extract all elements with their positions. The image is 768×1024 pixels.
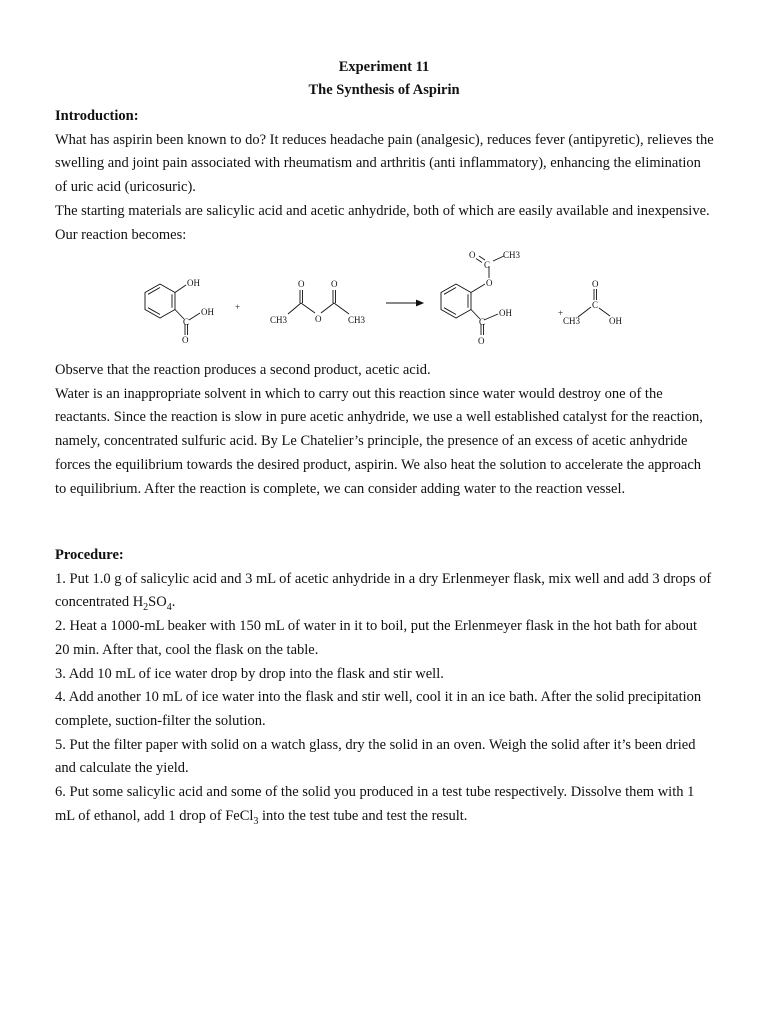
reaction-scheme — [120, 244, 660, 348]
acetic-oh-label: OH — [609, 316, 622, 326]
step-1-text-b: SO — [148, 594, 167, 611]
plus-sign-1: + — [235, 302, 241, 312]
introduction-paragraph-1: What has aspirin been known to do? It reduces headache pain (analgesic), reduces fever (antipyretic), relieves the swelling and joint pain associated with rheumatism and arthritis (anti inflammatory), enhancing the elimination of uric acid (uricosuric). — [55, 131, 714, 196]
aspirin-oh-label: OH — [499, 308, 512, 318]
procedure-step-4: 4. Add another 10 mL of ice water into the flask and stir well, cool it in an ice bath. After the solid precipitation complete, suction-filter the solution. — [55, 689, 702, 729]
procedure-section — [55, 544, 715, 828]
salicylic-acid-structure — [145, 284, 200, 335]
procedure-step-3: 3. Add 10 mL of ice water drop by drop into the flask and stir well. — [55, 665, 444, 682]
experiment-number: Experiment 11 — [338, 59, 430, 75]
aspirin-structure — [441, 256, 504, 335]
salicylic-c-label: C — [183, 317, 190, 327]
step-1-text-c: . — [171, 594, 176, 611]
step-1-sub-1: 2 — [143, 602, 149, 614]
step-1-sub-2: 4 — [166, 602, 172, 614]
procedure-heading: Procedure: — [55, 547, 124, 563]
introduction-heading: Introduction: — [55, 108, 139, 124]
step-6-text: 6. Put some salicylic acid and some of the solid you produced in a test tube respectively. Dissolve them with 1 mL of ethanol, add 1 drop of FeCl — [55, 784, 695, 824]
document-title: The Synthesis of Aspirin — [308, 82, 460, 98]
procedure-step-1 — [55, 568, 715, 615]
acetic-anhydride-structure — [288, 290, 349, 314]
anhydride-o2-label: O — [331, 279, 338, 289]
salicylic-acid-oh-label: OH — [201, 307, 214, 317]
step-6-sub: 3 — [253, 815, 259, 827]
salicylic-oh-label: OH — [187, 278, 200, 288]
discussion-paragraph-2: Water is an inappropriate solvent in which to carry out this reaction since water would destroy one of the reactants. Since the reaction is slow in pure acetic anhydride, we use a well established catalyst for the reaction, namely, concentrated sulfuric acid. By Le Chatelier’s principle, the presence of an excess of acetic anhydride forces the equilibrium towards the desired product, aspirin. We also heat the solution to accelerate the approach to equilibrium. After the reaction is complete, we can consider adding water to the reaction vessel. — [55, 385, 703, 497]
aspirin-o-link-label: O — [486, 278, 493, 288]
procedure-step-2: 2. Heat a 1000-mL beaker with 150 mL of water in it to boil, put the Erlenmeyer flask in the hot bath for about 20 min. After that, cool the flask on the table. — [55, 618, 697, 658]
aspirin-o-top-label: O — [469, 250, 476, 260]
anhydride-o-bridge-label: O — [315, 314, 322, 324]
introduction-section — [55, 105, 715, 247]
reaction-arrow — [386, 300, 423, 306]
step-1-text: 1. Put 1.0 g of salicylic acid and 3 mL of acetic anhydride in a dry Erlenmeyer flask, mix well and add 3 drops of concentrated H — [55, 570, 712, 611]
aspirin-c-top-label: C — [484, 260, 491, 270]
acetic-c-label: C — [592, 300, 599, 310]
aspirin-ch3-label: CH3 — [503, 250, 521, 260]
step-6-text-b: into the test tube and test the result. — [258, 807, 468, 824]
discussion-paragraph-1: Observe that the reaction produces a second product, acetic acid. — [55, 362, 431, 378]
procedure-step-6 — [55, 781, 715, 828]
aspirin-c-label: C — [479, 317, 486, 327]
aspirin-o-label: O — [478, 336, 485, 346]
procedure-step-5: 5. Put the filter paper with solid on a watch glass, dry the solid in an oven. Weigh the solid after it’s been dried and calculate the yield. — [55, 736, 696, 777]
anhydride-o1-label: O — [298, 279, 305, 289]
acetic-o-label: O — [592, 279, 599, 289]
acetic-ch3-label: CH3 — [563, 316, 581, 326]
discussion-section — [55, 359, 715, 501]
introduction-paragraph-2: The starting materials are salicylic acid and acetic anhydride, both of which are easily available and inexpensive. Our reaction becomes: — [55, 202, 710, 243]
salicylic-o-label: O — [182, 335, 189, 345]
plus-sign-2: + — [558, 308, 564, 318]
anhydride-ch3-right-label: CH3 — [348, 315, 366, 325]
anhydride-ch3-left-label: CH3 — [270, 315, 288, 325]
